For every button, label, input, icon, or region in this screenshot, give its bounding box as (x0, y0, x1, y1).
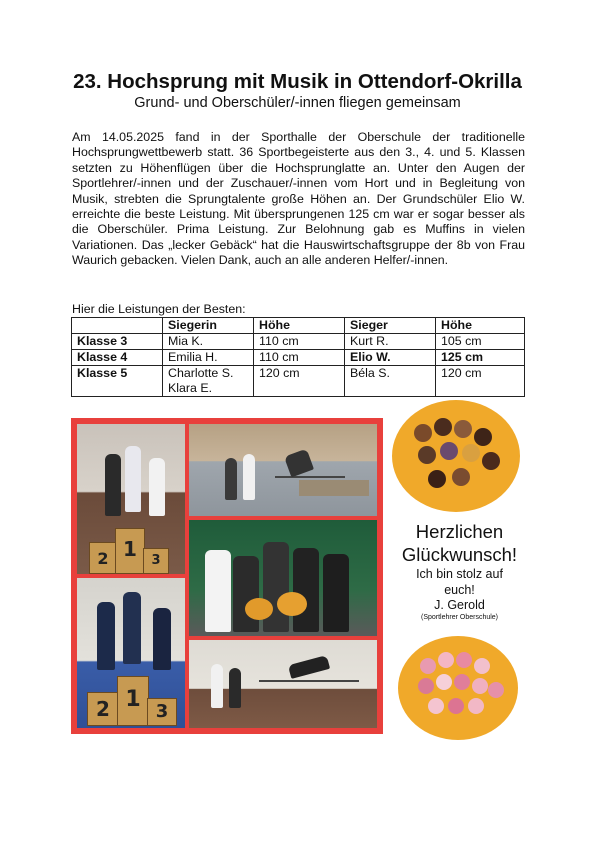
muffin (414, 424, 432, 442)
table-cell-siegerin: Mia K. (163, 334, 254, 350)
athlete-figure (153, 608, 171, 670)
podium-third (147, 698, 177, 726)
muffin (428, 698, 444, 714)
congrats-line2: Glückwunsch! (401, 544, 518, 565)
photo-podium-boys (77, 578, 185, 728)
podium-number: 3 (155, 701, 169, 722)
table-header-hoehe-m: Höhe (436, 318, 525, 334)
muffin (438, 652, 454, 668)
podium-third (143, 548, 169, 574)
table-cell-siegerin: Emilia H. (163, 350, 254, 366)
table-header-siegerin: Siegerin (163, 318, 254, 334)
muffin (474, 428, 492, 446)
congratulations-note (392, 520, 527, 622)
jumper-figure (288, 655, 330, 679)
table-cell-siegerin (163, 366, 254, 397)
spectator-figure (243, 454, 255, 500)
podium-number: 1 (123, 537, 137, 561)
landing-mat (299, 480, 369, 496)
table-cell-klasse: Klasse 4 (72, 350, 163, 366)
muffin (440, 442, 458, 460)
table-header-sieger: Sieger (345, 318, 436, 334)
podium-number: 2 (97, 549, 109, 568)
table-row (72, 366, 525, 397)
photo-high-jump-1 (189, 424, 377, 516)
table-cell-hoehe-w: 110 cm (254, 350, 345, 366)
podium-first (115, 528, 145, 574)
table-cell-hoehe-w: 120 cm (254, 366, 345, 397)
athlete-figure (263, 542, 289, 632)
table-header-row (72, 318, 525, 334)
podium-number: 3 (151, 553, 161, 568)
podium-second (87, 692, 119, 726)
muffin (488, 682, 504, 698)
congrats-signature: J. Gerold (434, 598, 485, 612)
article-body: Am 14.05.2025 fand in der Sporthalle der Oberschule der traditionelle Hochsprungwettbewerb statt. 36 Sportbegeisterte aus den 3., 4. und 5. Klassen setzten zu Höhenflügen über die Hochsprunglatte an. Unter den Augen der Sportlehrer/-innen und der Zuschauer/-innen vom Hort und in Begleitung von Musik, strebten die Sprungtalente große Höhen an. Der Grundschüler Elio W. erreichte die beste Leistung. Mit übersprungenen 125 cm war er sogar besser als die Oberschüler. Prima Leistung. Zur Belohnung gab es Muffins in vielen Variationen. Das „lecker Gebäck“ hat die Hauswirtschaftsgruppe der 8b von Frau Waurich gebacken. Vielen Dank, auch an alle anderen Helfer/-innen. (72, 130, 525, 268)
photo-collage (71, 418, 383, 734)
table-cell-siegerin-line1: Charlotte S. (168, 366, 234, 380)
athlete-figure (323, 554, 349, 632)
muffin (418, 446, 436, 464)
muffin (448, 698, 464, 714)
table-cell-hoehe-w: 110 cm (254, 334, 345, 350)
podium-second (89, 542, 117, 574)
muffin (428, 470, 446, 488)
congrats-line4: euch! (444, 582, 475, 597)
table-cell-sieger: Elio W. (345, 350, 436, 366)
table-cell-hoehe-m: 120 cm (436, 366, 525, 397)
spectator-figure (225, 458, 237, 500)
muffin-plate-bottom (398, 636, 518, 740)
athlete-figure (205, 550, 231, 632)
results-intro: Hier die Leistungen der Besten: (72, 302, 246, 316)
athlete-figure (123, 592, 141, 664)
muffin-plate-small (245, 598, 273, 620)
athlete-figure (233, 556, 259, 632)
podium-number: 1 (125, 687, 141, 712)
congrats-line3: Ich bin stolz auf (416, 567, 503, 581)
muffin (434, 418, 452, 436)
muffin (418, 678, 434, 694)
table-cell-hoehe-m: 105 cm (436, 334, 525, 350)
table-cell-klasse: Klasse 5 (72, 366, 163, 397)
muffin (454, 420, 472, 438)
athlete-figure (293, 548, 319, 632)
athlete-figure (149, 458, 165, 516)
muffin (452, 468, 470, 486)
muffin (420, 658, 436, 674)
photo-winners-group (189, 520, 377, 636)
page-title: 23. Hochsprung mit Musik in Ottendorf-Okrilla (73, 70, 522, 93)
athlete-figure (105, 454, 121, 516)
muffin (436, 674, 452, 690)
congrats-line1: Herzlichen (415, 521, 504, 542)
table-cell-siegerin-line2: Klara E. (168, 381, 213, 395)
muffin (468, 698, 484, 714)
high-jump-bar (259, 680, 359, 682)
table-cell-sieger: Béla S. (345, 366, 436, 397)
muffin (454, 674, 470, 690)
muffin (472, 678, 488, 694)
muffin (456, 652, 472, 668)
spectator-figure (211, 664, 223, 708)
results-table (71, 317, 525, 397)
congrats-role: (Sportlehrer Oberschule) (420, 613, 499, 621)
table-row (72, 350, 525, 366)
athlete-figure (97, 602, 115, 670)
muffin-plate-small (277, 592, 307, 616)
jumper-figure (284, 449, 314, 478)
high-jump-bar (275, 476, 345, 478)
photo-podium-girls (77, 424, 185, 574)
muffin (482, 452, 500, 470)
table-header-empty (72, 318, 163, 334)
photo-high-jump-2 (189, 640, 377, 728)
muffin-plate-top (392, 400, 520, 512)
table-cell-sieger: Kurt R. (345, 334, 436, 350)
page-subtitle: Grund- und Oberschüler/-innen fliegen gemeinsam (134, 95, 461, 111)
podium-first (117, 676, 149, 726)
podium-number: 2 (96, 697, 110, 721)
table-header-hoehe-w: Höhe (254, 318, 345, 334)
table-cell-hoehe-m: 125 cm (436, 350, 525, 366)
muffin (474, 658, 490, 674)
spectator-figure (229, 668, 241, 708)
table-row (72, 334, 525, 350)
muffin (462, 444, 480, 462)
table-cell-klasse: Klasse 3 (72, 334, 163, 350)
athlete-figure (125, 446, 141, 512)
